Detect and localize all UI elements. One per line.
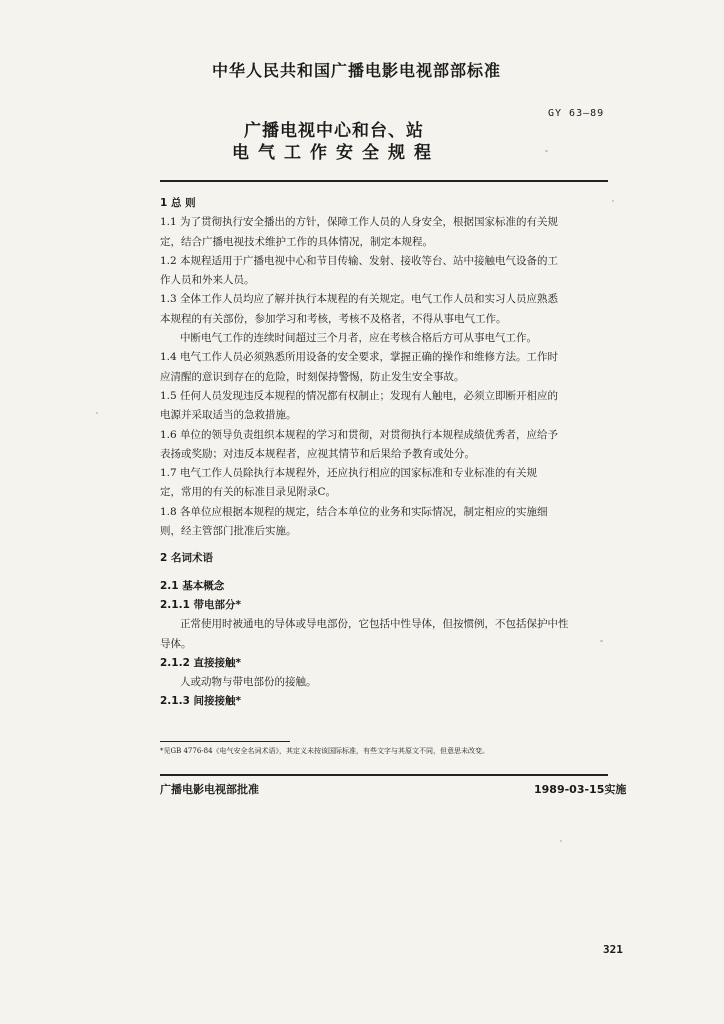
paragraph-line: 1.8 各单位应根据本规程的规定，结合本单位的业务和实际情况，制定相应的实施细 xyxy=(160,505,548,518)
paragraph-line: 应清醒的意识到存在的危险，时刻保持警惕，防止发生安全事故。 xyxy=(160,370,465,383)
paragraph-line: 人或动物与带电部份的接触。 xyxy=(180,676,317,689)
paragraph-line: 定，结合广播电视技术维护工作的具体情况，制定本规程。 xyxy=(160,235,433,248)
section-heading: 1 总 则 xyxy=(160,197,196,209)
header-divider xyxy=(160,180,608,182)
footer-divider xyxy=(160,774,608,776)
scan-speck xyxy=(612,200,614,202)
section-heading: 2.1.2 直接接触* xyxy=(160,656,242,669)
document-title-line-1: 广播电视中心和台、站 xyxy=(244,121,424,141)
scan-speck xyxy=(96,412,98,414)
paragraph-line: 作人员和外来人员。 xyxy=(160,274,255,287)
standard-code: GY 63—89 xyxy=(548,108,605,119)
paragraph-line: 正常使用时被通电的导体或导电部份，它包括中性导体，但按惯例，不包括保护中性 xyxy=(180,618,569,631)
paragraph-line: 1.1 为了贯彻执行安全播出的方针，保障工作人员的人身安全，根据国家标准的有关规 xyxy=(160,216,559,229)
paragraph-line: 1.7 电气工作人员除执行本规程外，还应执行相应的国家标准和专业标准的有关规 xyxy=(160,467,538,480)
paragraph-line: 1.4 电气工作人员必须熟悉所用设备的安全要求，掌握正确的操作和维修方法。工作时 xyxy=(160,351,559,364)
document-title-line-2: 电气工作安全规程 xyxy=(232,143,440,163)
scan-speck xyxy=(560,840,562,842)
paragraph-line: 中断电气工作的连续时间超过三个月者，应在考核合格后方可从事电气工作。 xyxy=(180,332,537,345)
approver-label: 广播电影电视部批准 xyxy=(160,783,259,796)
paragraph-line: 本规程的有关部份，参加学习和考核，考核不及格者，不得从事电气工作。 xyxy=(160,312,507,325)
paragraph-line: 则，经主管部门批准后实施。 xyxy=(160,525,297,538)
section-heading: 2 名词术语 xyxy=(160,552,213,565)
paragraph-line: 表扬或奖励；对违反本规程者，应视其情节和后果给予教育或处分。 xyxy=(160,447,475,460)
footnote-divider xyxy=(160,741,290,742)
body-text xyxy=(160,194,610,712)
paragraph-line: 1.5 任何人员发现违反本规程的情况都有权制止；发现有人触电，必须立即断开相应的 xyxy=(160,389,559,402)
paragraph-line: 定，常用的有关的标准目录见附录C。 xyxy=(160,486,337,499)
standard-organization-heading: 中华人民共和国广播电影电视部部标准 xyxy=(212,61,502,80)
section-heading: 2.1 基本概念 xyxy=(160,579,225,592)
scan-speck xyxy=(545,150,548,152)
paragraph-line: 电源并采取适当的急救措施。 xyxy=(160,409,297,422)
implementation-date: 1989-03-15实施 xyxy=(534,783,627,796)
paragraph-line: 1.6 单位的领导负责组织本规程的学习和贯彻，对贯彻执行本规程成绩优秀者，应给予 xyxy=(160,428,559,441)
paragraph-line: 1.2 本规程适用于广播电视中心和节目传输、发射、接收等台、站中接触电气设备的工 xyxy=(160,254,559,267)
paragraph-line: 1.3 全体工作人员均应了解并执行本规程的有关规定。电气工作人员和实习人员应熟悉 xyxy=(160,293,559,306)
paragraph-line: 导体。 xyxy=(160,637,192,650)
section-heading: 2.1.1 带电部分* xyxy=(160,598,242,611)
scan-speck xyxy=(600,640,603,642)
section-heading: 2.1.3 间接接触* xyxy=(160,695,242,708)
footnote: *见GB 4776-84《电气安全名词术语》，其定义未按该国际标准，有些文字与其原文不同，但意思未改变。 xyxy=(160,747,490,755)
page-number: 321 xyxy=(603,943,623,956)
